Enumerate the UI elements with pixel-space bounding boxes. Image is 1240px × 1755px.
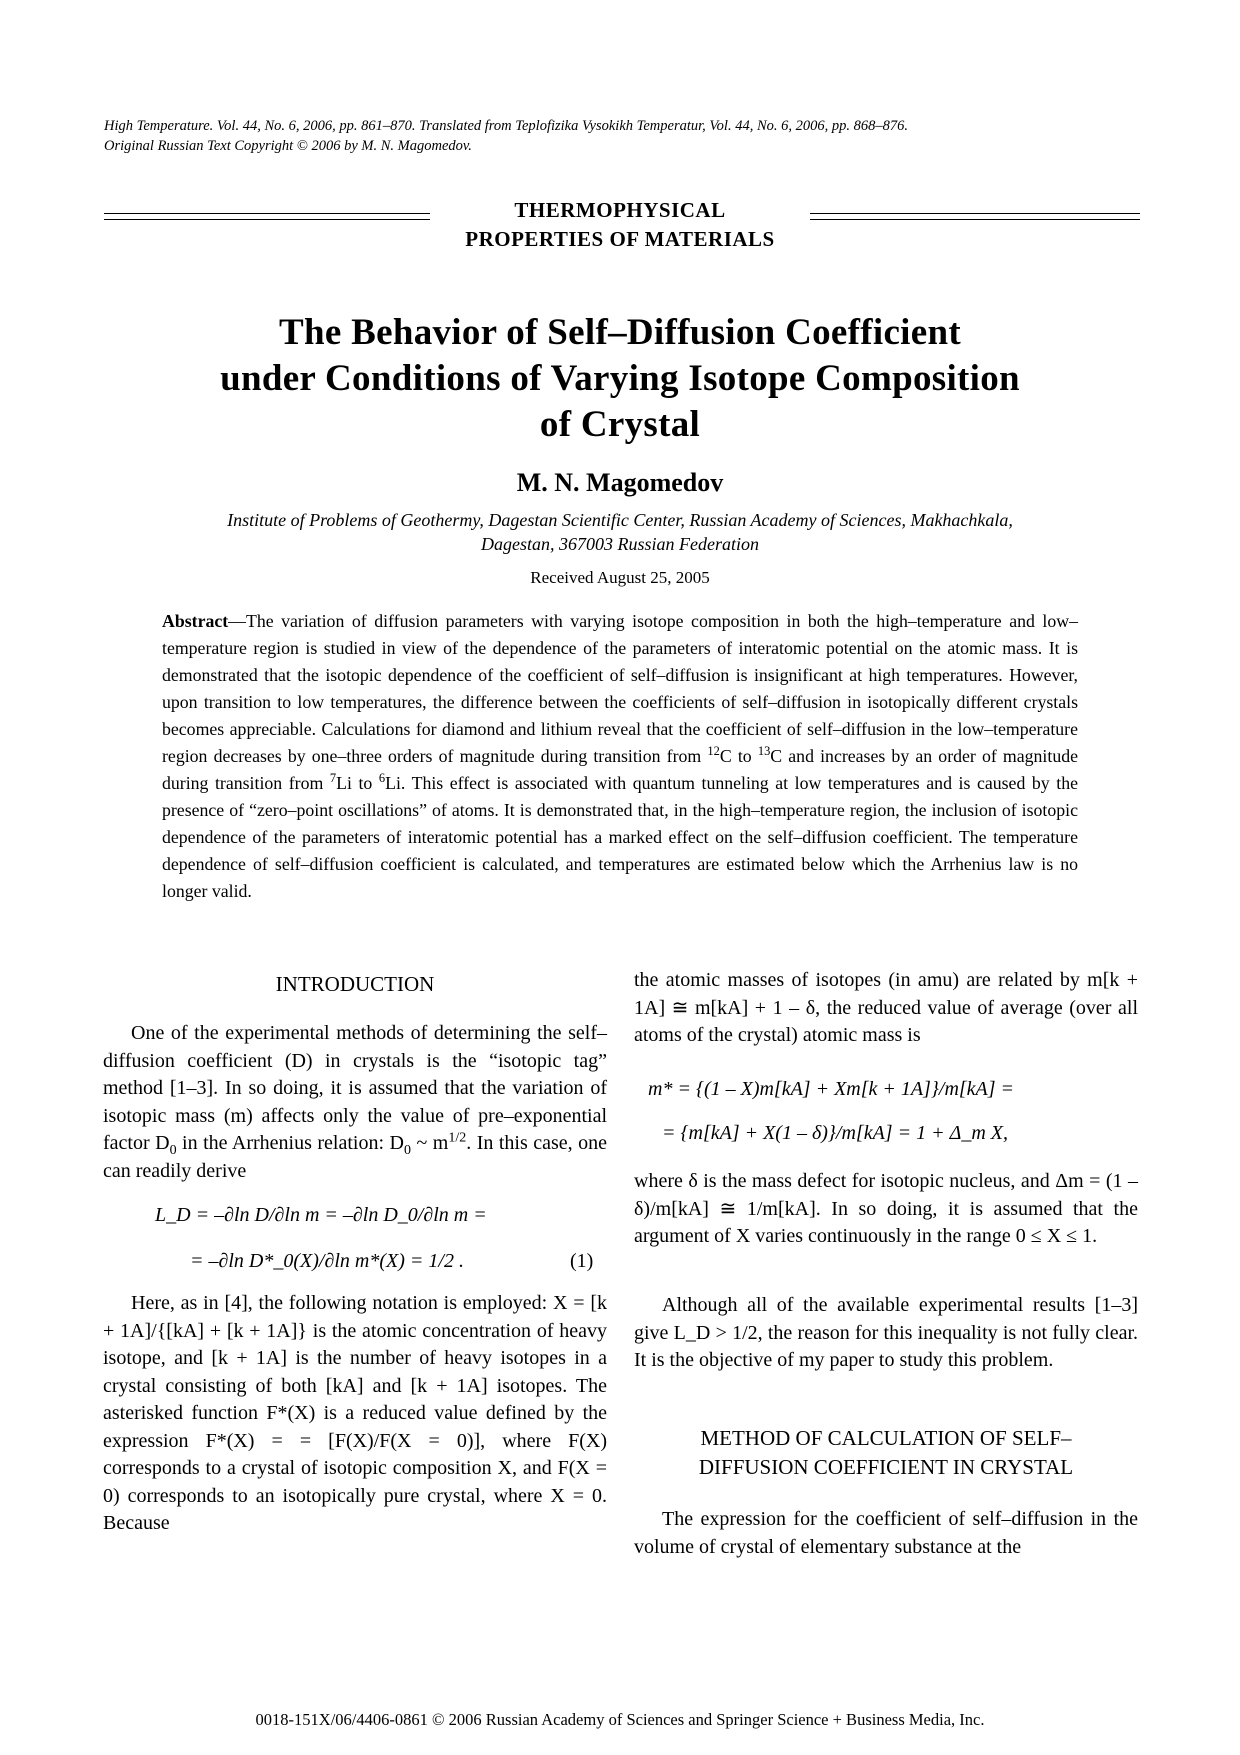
isotope-13: 13 xyxy=(757,744,771,759)
abstract-text-1: —The variation of diffusion parameters with varying isotope composition in both the high–temperature and low–temperature region is studied in view of the dependence of the parameters of interatomic potential on the atomic mass. It is demonstrated that the isotopic dependence of the coefficient of self–diffusion is insignificant at high temperatures. However, upon transition to low temperatures, the difference between the coefficients of self–diffusion in isotopically different crystals becomes appreciable. Calculations for diamond and lithium reveal that the coefficient of self–diffusion in the low–temperature region decreases by one–three orders of magnitude during transition from xyxy=(162,611,1078,766)
author-name: M. N. Magomedov xyxy=(516,468,724,497)
equation-1-line-2: = –∂ln D*_0(X)/∂ln m*(X) = 1/2 . xyxy=(190,1250,464,1272)
paper-title xyxy=(120,310,1120,448)
isotope-6: 6 xyxy=(378,771,386,786)
copyright-line: Original Russian Text Copyright © 2006 by M. N. Magomedov. xyxy=(104,138,472,154)
section-heading xyxy=(430,196,810,254)
received-date: Received August 25, 2005 xyxy=(530,568,710,587)
method-heading-line1: METHOD OF CALCULATION OF SELF– xyxy=(700,1426,1072,1450)
affiliation-line1: Institute of Problems of Geothermy, Dagestan Scientific Center, Russian Academy of Sciences, Makhachkala, xyxy=(227,510,1013,530)
page-footer: 0018-151X/06/4406-0861 © 2006 Russian Academy of Sciences and Springer Science + Business Media, Inc. xyxy=(255,1710,985,1729)
abstract-text-3: Li. This effect is associated with quantum tunneling at low temperatures and is caused by the presence of “zero–point oscillations” of atoms. It is demonstrated that, in the high–temperature region, the inclusion of isotopic dependence of the parameters of interatomic potential has a marked effect on the self–diffusion coefficient. The temperature dependence of self–diffusion coefficient is calculated, and temperatures are estimated below which the Arrhenius law is no longer valid. xyxy=(162,773,1078,901)
right-paragraph-3: Although all of the available experimental results [1–3] give L_D > 1/2, the reason for this inequality is not fully clear. It is the objective of my paper to study this problem. xyxy=(634,1294,1138,1371)
title-line1: The Behavior of Self–Diffusion Coefficient xyxy=(279,312,961,353)
intro-paragraph-1: One of the experimental methods of determining the self–diffusion coefficient (D) in crystals is the “isotopic tag” method [1–3]. In so doing, it is assumed that the variation of isotopic mass (m) affects only the value of pre–exponential factor $D_0$ in the Arrhenius relation: $D_0$ ~ $m^{1/2}$. In this case, one can readily derive xyxy=(103,1022,607,1182)
abstract-label: Abstract xyxy=(162,611,229,631)
method-heading xyxy=(634,1424,1138,1482)
method-heading-line2: DIFFUSION COEFFICIENT IN CRYSTAL xyxy=(698,1455,1074,1479)
equation-1-number: (1) xyxy=(570,1250,594,1272)
affiliation-line2: Dagestan, 367003 Russian Federation xyxy=(481,534,759,554)
introduction-heading: INTRODUCTION xyxy=(275,972,435,996)
intro-p1-text-d: . In this case, one can readily derive xyxy=(103,1132,607,1182)
abstract-c-to: C to xyxy=(719,746,758,766)
affiliation xyxy=(112,508,1128,556)
equation-2-line-2: = {m[kA] + X(1 – δ)}/m[kA] = 1 + Δ_m X, xyxy=(662,1122,1008,1144)
isotope-12: 12 xyxy=(707,744,720,759)
journal-citation: High Temperature. Vol. 44, No. 6, 2006, pp. 861–870. Translated from Teplofizika Vysokikh Temperatur, Vol. 44, No. 6, 2006, pp. 868–876. xyxy=(104,118,908,134)
intro-p1-text: One of the experimental methods of determining the self–diffusion coefficient (D) in crystals is the “isotopic tag” method [1–3]. In so doing, it is assumed that the variation of isotopic mass (m) affects only the value of pre–exponential factor D xyxy=(103,1022,607,1154)
intro-paragraph-2: Here, as in [4], the following notation is employed: X = [k + 1A]/{[kA] + [k + 1A]} is the atomic concentration of heavy isotope, and [k + 1A] is the number of heavy isotopes in a crystal consisting of both [kA] and [k + 1A] isotopes. The asterisked function F*(X) is a reduced value defined by the expression F*(X) = = [F(X)/F(X = 0)], where F(X) corresponds to a crystal of isotopic composition X, and F(X = 0) corresponds to an isotopically pure crystal, where X = 0. Because xyxy=(103,1292,607,1534)
abstract-text-2: C and increases by an order of magnitude during transition from xyxy=(162,746,1078,793)
left-rule-bottom xyxy=(104,219,430,220)
right-paragraph-4: The expression for the coefficient of self–diffusion in the volume of crystal of elementary substance at the xyxy=(634,1508,1138,1558)
isotope-7: 7 xyxy=(329,771,337,786)
right-rule-bottom xyxy=(810,219,1140,220)
right-paragraph-1: the atomic masses of isotopes (in amu) are related by m[k + 1A] ≅ m[kA] + 1 – δ, the reduced value of average (over all atoms of the crystal) atomic mass is xyxy=(634,969,1138,1046)
equation-2-line-1: m* = {(1 – X)m[kA] + Xm[k + 1A]}/m[kA] = xyxy=(648,1078,1015,1100)
intro-p1-text-c: ~ m xyxy=(410,1132,449,1154)
right-rule-top xyxy=(810,213,1140,214)
right-paragraph-2: where δ is the mass defect for isotopic nucleus, and Δm = (1 – δ)/m[kA] ≅ 1/m[kA]. In so doing, it is assumed that the argument of X varies continuously in the range 0 ≤ X ≤ 1. xyxy=(634,1170,1138,1247)
abstract-li-to: Li to xyxy=(336,773,379,793)
section-heading-line1: THERMOPHYSICAL xyxy=(514,198,726,222)
title-line2: under Conditions of Varying Isotope Composition xyxy=(220,358,1020,399)
section-heading-line2: PROPERTIES OF MATERIALS xyxy=(465,227,775,251)
abstract xyxy=(162,608,1078,905)
equation-1-line-1: L_D = –∂ln D/∂ln m = –∂ln D_0/∂ln m = xyxy=(155,1204,487,1226)
left-rule-top xyxy=(104,213,430,214)
title-line3: of Crystal xyxy=(539,404,701,445)
intro-p1-text-b: in the Arrhenius relation: D xyxy=(176,1132,404,1154)
